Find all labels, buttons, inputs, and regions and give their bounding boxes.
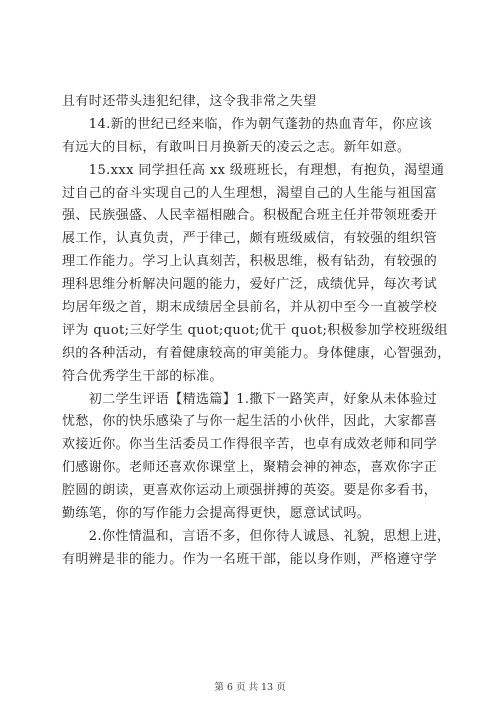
text-line: 欢接近你。你当生活委员工作得很辛苦，也卓有成效老师和同学: [62, 437, 438, 453]
text-line: 符合优秀学生干部的标准。: [62, 368, 223, 384]
text-line: 忧愁，你的快乐感染了与你一起生活的小伙伴，因此，大家都喜: [62, 414, 438, 430]
text-line: 2.你性情温和，言语不多，但你待人诚恳、礼貌，思想上进，: [62, 528, 451, 544]
text-line: 有远大的目标，有敢叫日月换新天的凌云之志。新年如意。: [62, 139, 411, 155]
text-line: 理科思维分析解决问题的能力，爱好广泛，成绩优异，每次考试: [62, 277, 438, 293]
page-number-footer: 第 6 页 共 13 页: [214, 682, 286, 693]
text-line: 勤练笔，你的写作能力会提高得更快，愿意试试吗。: [62, 506, 371, 522]
text-line: 织的各种活动，有着健康较高的审美能力。身体健康，心智强劲，: [62, 345, 451, 361]
text-line: 均居年级之首，期末成绩居全县前名，并从初中至今一直被学校: [62, 300, 438, 316]
text-line: 展工作，认真负责，严于律己，颇有班级威信，有较强的组织管: [62, 231, 438, 247]
text-line: 15.xxx 同学担任高 xx 级班班长，有理想，有抱负，渴望通: [62, 162, 445, 178]
text-line: 过自己的奋斗实现自己的人生理想，渴望自己的人生能与祖国富: [62, 185, 438, 201]
text-line: 们感谢你。老师还喜欢你课堂上，聚精会神的神态，喜欢你字正: [62, 460, 438, 476]
text-line: 有明辨是非的能力。作为一名班干部，能以身作则，严格遵守学: [62, 551, 438, 567]
text-line: 理工作能力。学习上认真刻苦，积极思维，极有钻劲，有较强的: [62, 254, 438, 270]
text-line: 且有时还带头违犯纪律，这令我非常之失望: [62, 94, 317, 109]
text-line: 强、民族强盛、人民幸福相融合。积极配合班主任并带领班委开: [62, 208, 438, 224]
text-line: 腔圆的朗读，更喜欢你运动上顽强拼搏的英姿。要是你多看书，: [62, 483, 438, 499]
text-line: 14.新的世纪已经来临，作为朝气蓬勃的热血青年，你应该: [62, 116, 433, 132]
text-line: 初二学生评语【精选篇】1.撒下一路笑声，好象从未体验过: [62, 391, 438, 407]
document-body: [62, 91, 451, 572]
text-line: 评为 quot;三好学生 quot;quot;优干 quot;积极参加学校班级组: [62, 322, 448, 338]
